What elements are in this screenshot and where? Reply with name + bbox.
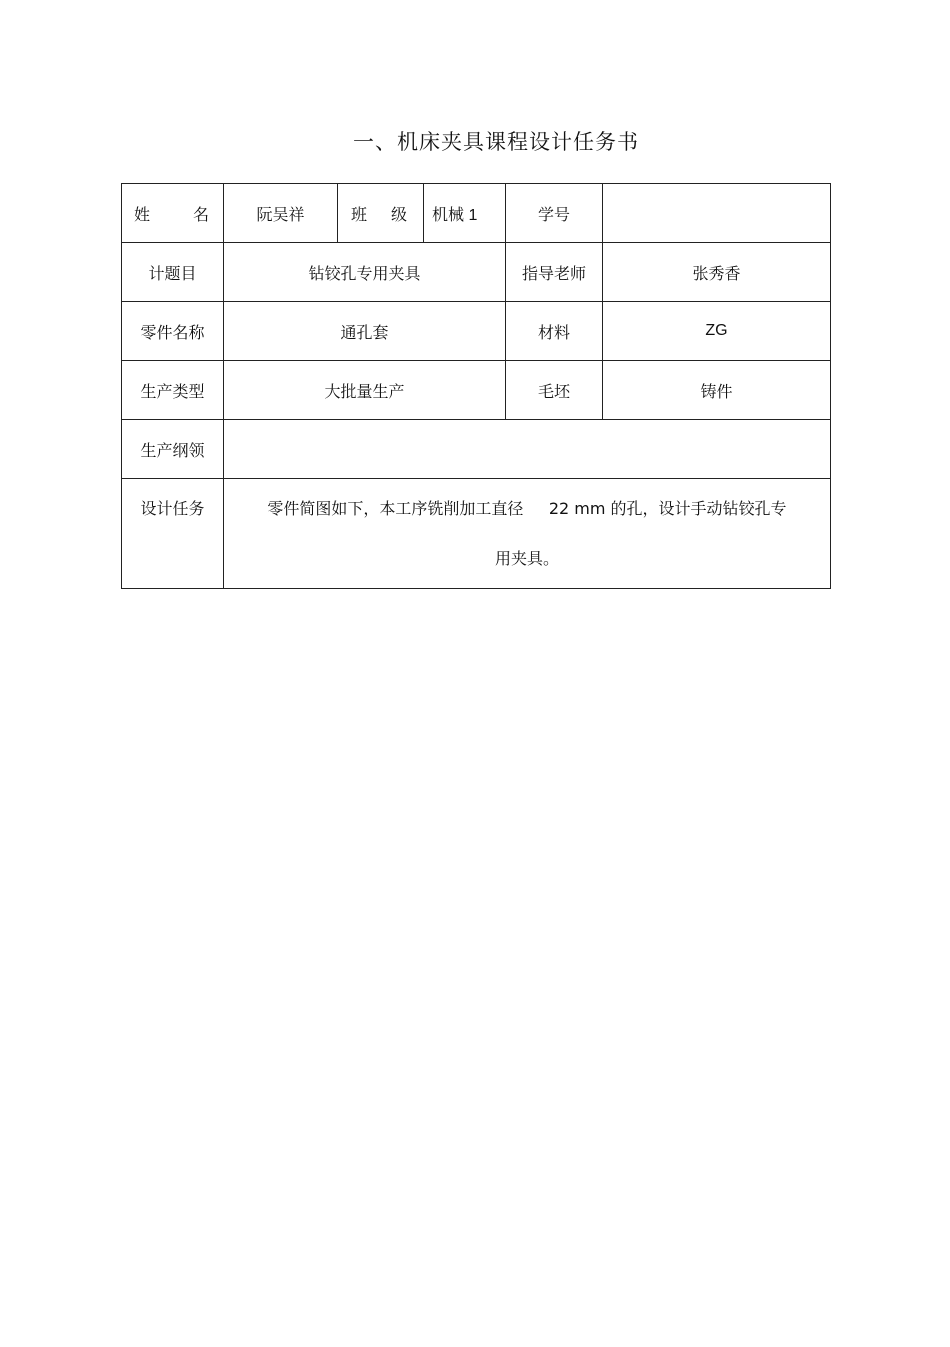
class-value: 机械 1 (424, 184, 506, 243)
task-line-2: 用夹具。 (494, 549, 559, 568)
name-value: 阮吴祥 (224, 184, 338, 243)
class-label-cell (338, 184, 424, 243)
advisor-value: 张秀香 (603, 243, 831, 302)
blank-value: 铸件 (603, 361, 831, 420)
row-program (122, 420, 831, 479)
task-label: 设计任务 (122, 479, 224, 589)
topic-label: 计题目 (122, 243, 224, 302)
part-value: 通孔套 (224, 302, 506, 361)
program-label: 生产纲领 (122, 420, 224, 479)
row-name (122, 184, 831, 243)
name-label-cell (122, 184, 224, 243)
name-label-b: 名 (192, 204, 209, 224)
row-topic (122, 243, 831, 302)
document-title: 一、机床夹具课程设计任务书 (353, 130, 639, 154)
task-description (224, 479, 831, 589)
advisor-label: 指导老师 (506, 243, 603, 302)
production-value: 大批量生产 (224, 361, 506, 420)
class-label-a: 班 (351, 204, 368, 224)
student-id-value (603, 184, 831, 243)
topic-value: 钻铰孔专用夹具 (224, 243, 506, 302)
row-part (122, 302, 831, 361)
material-value: ZG (603, 302, 831, 361)
row-task (122, 479, 831, 589)
name-label-a: 姓 (134, 204, 151, 224)
blank-label: 毛坯 (506, 361, 603, 420)
production-label: 生产类型 (122, 361, 224, 420)
student-id-label: 学号 (506, 184, 603, 243)
class-label-b: 级 (390, 204, 407, 224)
part-label: 零件名称 (122, 302, 224, 361)
task-table (121, 183, 831, 589)
row-production (122, 361, 831, 420)
program-value (224, 420, 831, 479)
material-label: 材料 (506, 302, 603, 361)
task-line-1: 零件简图如下，本工序铣削加工直径 22 mm 的孔，设计手动钻铰孔专 (267, 499, 787, 518)
